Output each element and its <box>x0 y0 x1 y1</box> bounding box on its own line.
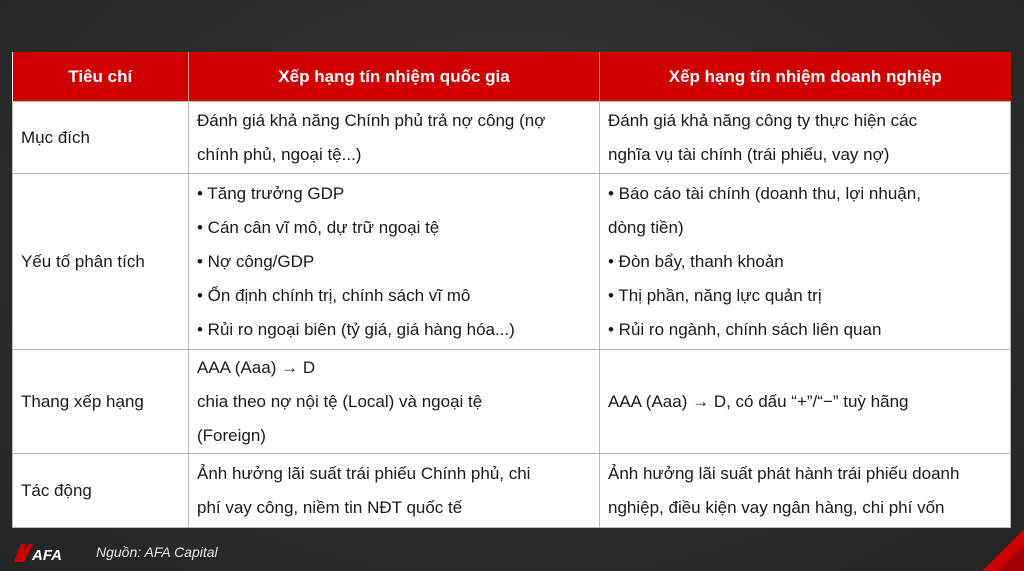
cell-line: Đánh giá khả năng Chính phủ trả nợ công (nợ <box>197 110 546 130</box>
cell-line: dòng tiền) <box>608 217 684 237</box>
table-row <box>13 102 1011 174</box>
logo-text: AFA <box>32 547 62 564</box>
cell-line: • Nợ công/GDP <box>197 251 315 271</box>
cell-line: Đánh giá khả năng công ty thực hiện các <box>608 110 918 130</box>
national-cell <box>189 350 600 454</box>
afa-logo <box>12 542 72 564</box>
cell-line: • Rủi ro ngành, chính sách liên quan <box>608 319 882 339</box>
cell-line: • Cán cân vĩ mô, dự trữ ngoại tệ <box>197 217 440 237</box>
row-criterion: Thang xếp hạng <box>13 350 189 454</box>
header-national-rating: Xếp hạng tín nhiệm quốc gia <box>189 52 600 102</box>
header-criterion: Tiêu chí <box>13 52 189 102</box>
cell-line: • Báo cáo tài chính (doanh thu, lợi nhuận, <box>608 183 921 203</box>
table-row <box>13 454 1011 528</box>
corporate-cell <box>600 102 1011 174</box>
cell-line: Ảnh hưởng lãi suất trái phiếu Chính phủ, chi <box>197 463 531 483</box>
cell-line: • Thị phần, năng lực quản trị <box>608 285 822 305</box>
corner-accent <box>964 511 1024 571</box>
cell-line: nghĩa vụ tài chính (trái phiếu, vay nợ) <box>608 144 890 164</box>
cell-line: chia theo nợ nội tệ (Local) và ngoại tệ <box>197 391 483 411</box>
cell-line: nghiệp, điều kiện vay ngân hàng, chi phí vốn <box>608 497 945 517</box>
cell-line: phí vay công, niềm tin NĐT quốc tế <box>197 497 463 517</box>
national-cell <box>189 174 600 350</box>
row-criterion: Yếu tố phân tích <box>13 174 189 350</box>
national-cell <box>189 102 600 174</box>
cell-line: • Rủi ro ngoại biên (tỷ giá, giá hàng hóa...) <box>197 319 515 339</box>
table-row <box>13 174 1011 350</box>
slide-footer <box>0 536 1024 571</box>
cell-line: chính phủ, ngoại tệ...) <box>197 144 362 164</box>
corporate-cell <box>600 350 1011 454</box>
header-corporate-rating: Xếp hạng tín nhiệm doanh nghiệp <box>600 52 1011 102</box>
table-header-row <box>13 52 1011 102</box>
source-citation: Nguồn: AFA Capital <box>96 544 218 560</box>
comparison-table-container <box>12 52 1010 527</box>
corporate-cell <box>600 454 1011 528</box>
cell-line: • Tăng trưởng GDP <box>197 183 345 203</box>
cell-line: • Đòn bẩy, thanh khoản <box>608 251 784 271</box>
cell-line: (Foreign) <box>197 425 266 445</box>
row-criterion: Tác động <box>13 454 189 528</box>
cell-line: • Ổn định chính trị, chính sách vĩ mô <box>197 285 471 305</box>
cell-line: AAA (Aaa) → D, có dấu “+”/“−” tuỳ hãng <box>608 391 909 411</box>
corporate-cell <box>600 174 1011 350</box>
cell-line: AAA (Aaa) → D <box>197 357 316 377</box>
table-row <box>13 350 1011 454</box>
national-cell <box>189 454 600 528</box>
cell-line: Ảnh hưởng lãi suất phát hành trái phiếu doanh <box>608 463 960 483</box>
comparison-table <box>12 52 1011 528</box>
row-criterion: Mục đích <box>13 102 189 174</box>
